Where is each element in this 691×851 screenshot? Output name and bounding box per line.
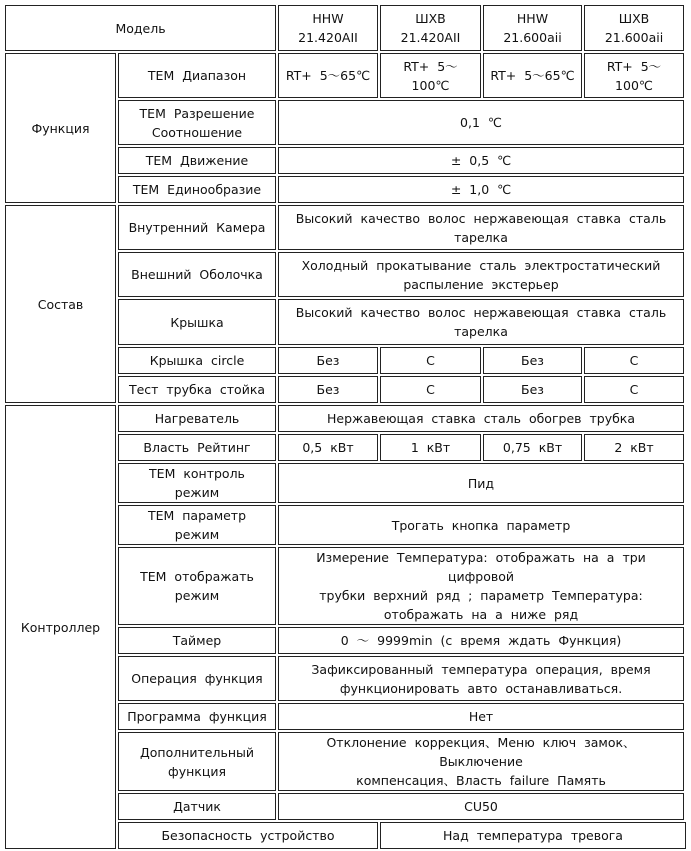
inner-chamber-row [5,205,686,250]
header-row [5,5,686,51]
safety-label: Безопасность устройство [118,822,378,849]
tube-rack-value-4: С [584,376,684,403]
timer-value: 0 ～ 9999min (с время ждать Функция) [278,627,684,654]
range-value-4: RT+ 5～100℃ [584,53,684,98]
controller-section: Контроллер [5,405,116,849]
param-mode-label: ТЕМ параметр режим [118,505,276,545]
heater-value: Нержавеющая ставка сталь обогрев трубка [278,405,684,432]
display-mode-value: Измерение Температура: отображать на а три цифровой трубки верхний ряд ; параметр Температура: отображать на а ниже ряд [278,547,684,625]
sensor-label: Датчик [118,793,276,820]
inner-chamber-label: Внутренний Камера [118,205,276,250]
lid-circle-value-2: С [380,347,481,374]
uniformity-label: ТЕМ Единообразие [118,176,276,203]
spec-table [3,3,688,851]
range-label: ТЕМ Диапазон [118,53,276,98]
uniformity-value: ± 1,0 ℃ [278,176,684,203]
lid-circle-value-3: Без [483,347,582,374]
range-value-2: RT+ 5～ 100℃ [380,53,481,98]
resolution-label: ТЕМ Разрешение Соотношение [118,100,276,145]
timer-label: Таймер [118,627,276,654]
safety-value: Над температура тревога [380,822,686,849]
lid-circle-value-1: Без [278,347,378,374]
program-value: Нет [278,703,684,730]
range-row [5,53,686,98]
resolution-value: 0,1 ℃ [278,100,684,145]
tube-rack-value-3: Без [483,376,582,403]
power-value-1: 0,5 кВт [278,434,378,461]
lid-value: Высокий качество волос нержавеющая ставка сталь тарелка [278,299,684,345]
lid-circle-label: Крышка circle [118,347,276,374]
range-value-1: RT+ 5～65℃ [278,53,378,98]
composition-section: Состав [5,205,116,403]
param-mode-value: Трогать кнопка параметр [278,505,684,545]
control-mode-value: Пид [278,463,684,503]
power-value-4: 2 кВт [584,434,684,461]
power-value-2: 1 кВт [380,434,481,461]
additional-label: Дополнительный функция [118,732,276,791]
fluctuation-label: ТЕМ Движение [118,147,276,174]
model-4: ШХВ 21.600aii [584,5,684,51]
model-3: HHW 21.600aii [483,5,582,51]
model-1: HHW 21.420AII [278,5,378,51]
power-value-3: 0,75 кВт [483,434,582,461]
power-label: Власть Рейтинг [118,434,276,461]
function-section: Функция [5,53,116,203]
outer-shell-value: Холодный прокатывание сталь электростатический распыление экстерьер [278,252,684,297]
fluctuation-value: ± 0,5 ℃ [278,147,684,174]
program-label: Программа функция [118,703,276,730]
additional-value: Отклонение коррекция、Меню ключ замок、 Выключение компенсация、Власть failure Память [278,732,684,791]
lid-circle-value-4: С [584,347,684,374]
sensor-value: CU50 [278,793,684,820]
lid-label: Крышка [118,299,276,345]
control-mode-label: ТЕМ контроль режим [118,463,276,503]
model-label: Модель [5,5,276,51]
display-mode-label: ТЕМ отображать режим [118,547,276,625]
model-2: ШХВ 21.420AII [380,5,481,51]
inner-chamber-value: Высокий качество волос нержавеющая ставка сталь тарелка [278,205,684,250]
heater-label: Нагреватель [118,405,276,432]
operation-label: Операция функция [118,656,276,701]
heater-row [5,405,686,432]
operation-value: Зафиксированный температура операция, время функционировать авто останавливаться. [278,656,684,701]
range-value-3: RT+ 5～65℃ [483,53,582,98]
tube-rack-value-2: С [380,376,481,403]
tube-rack-value-1: Без [278,376,378,403]
tube-rack-label: Тест трубка стойка [118,376,276,403]
outer-shell-label: Внешний Оболочка [118,252,276,297]
